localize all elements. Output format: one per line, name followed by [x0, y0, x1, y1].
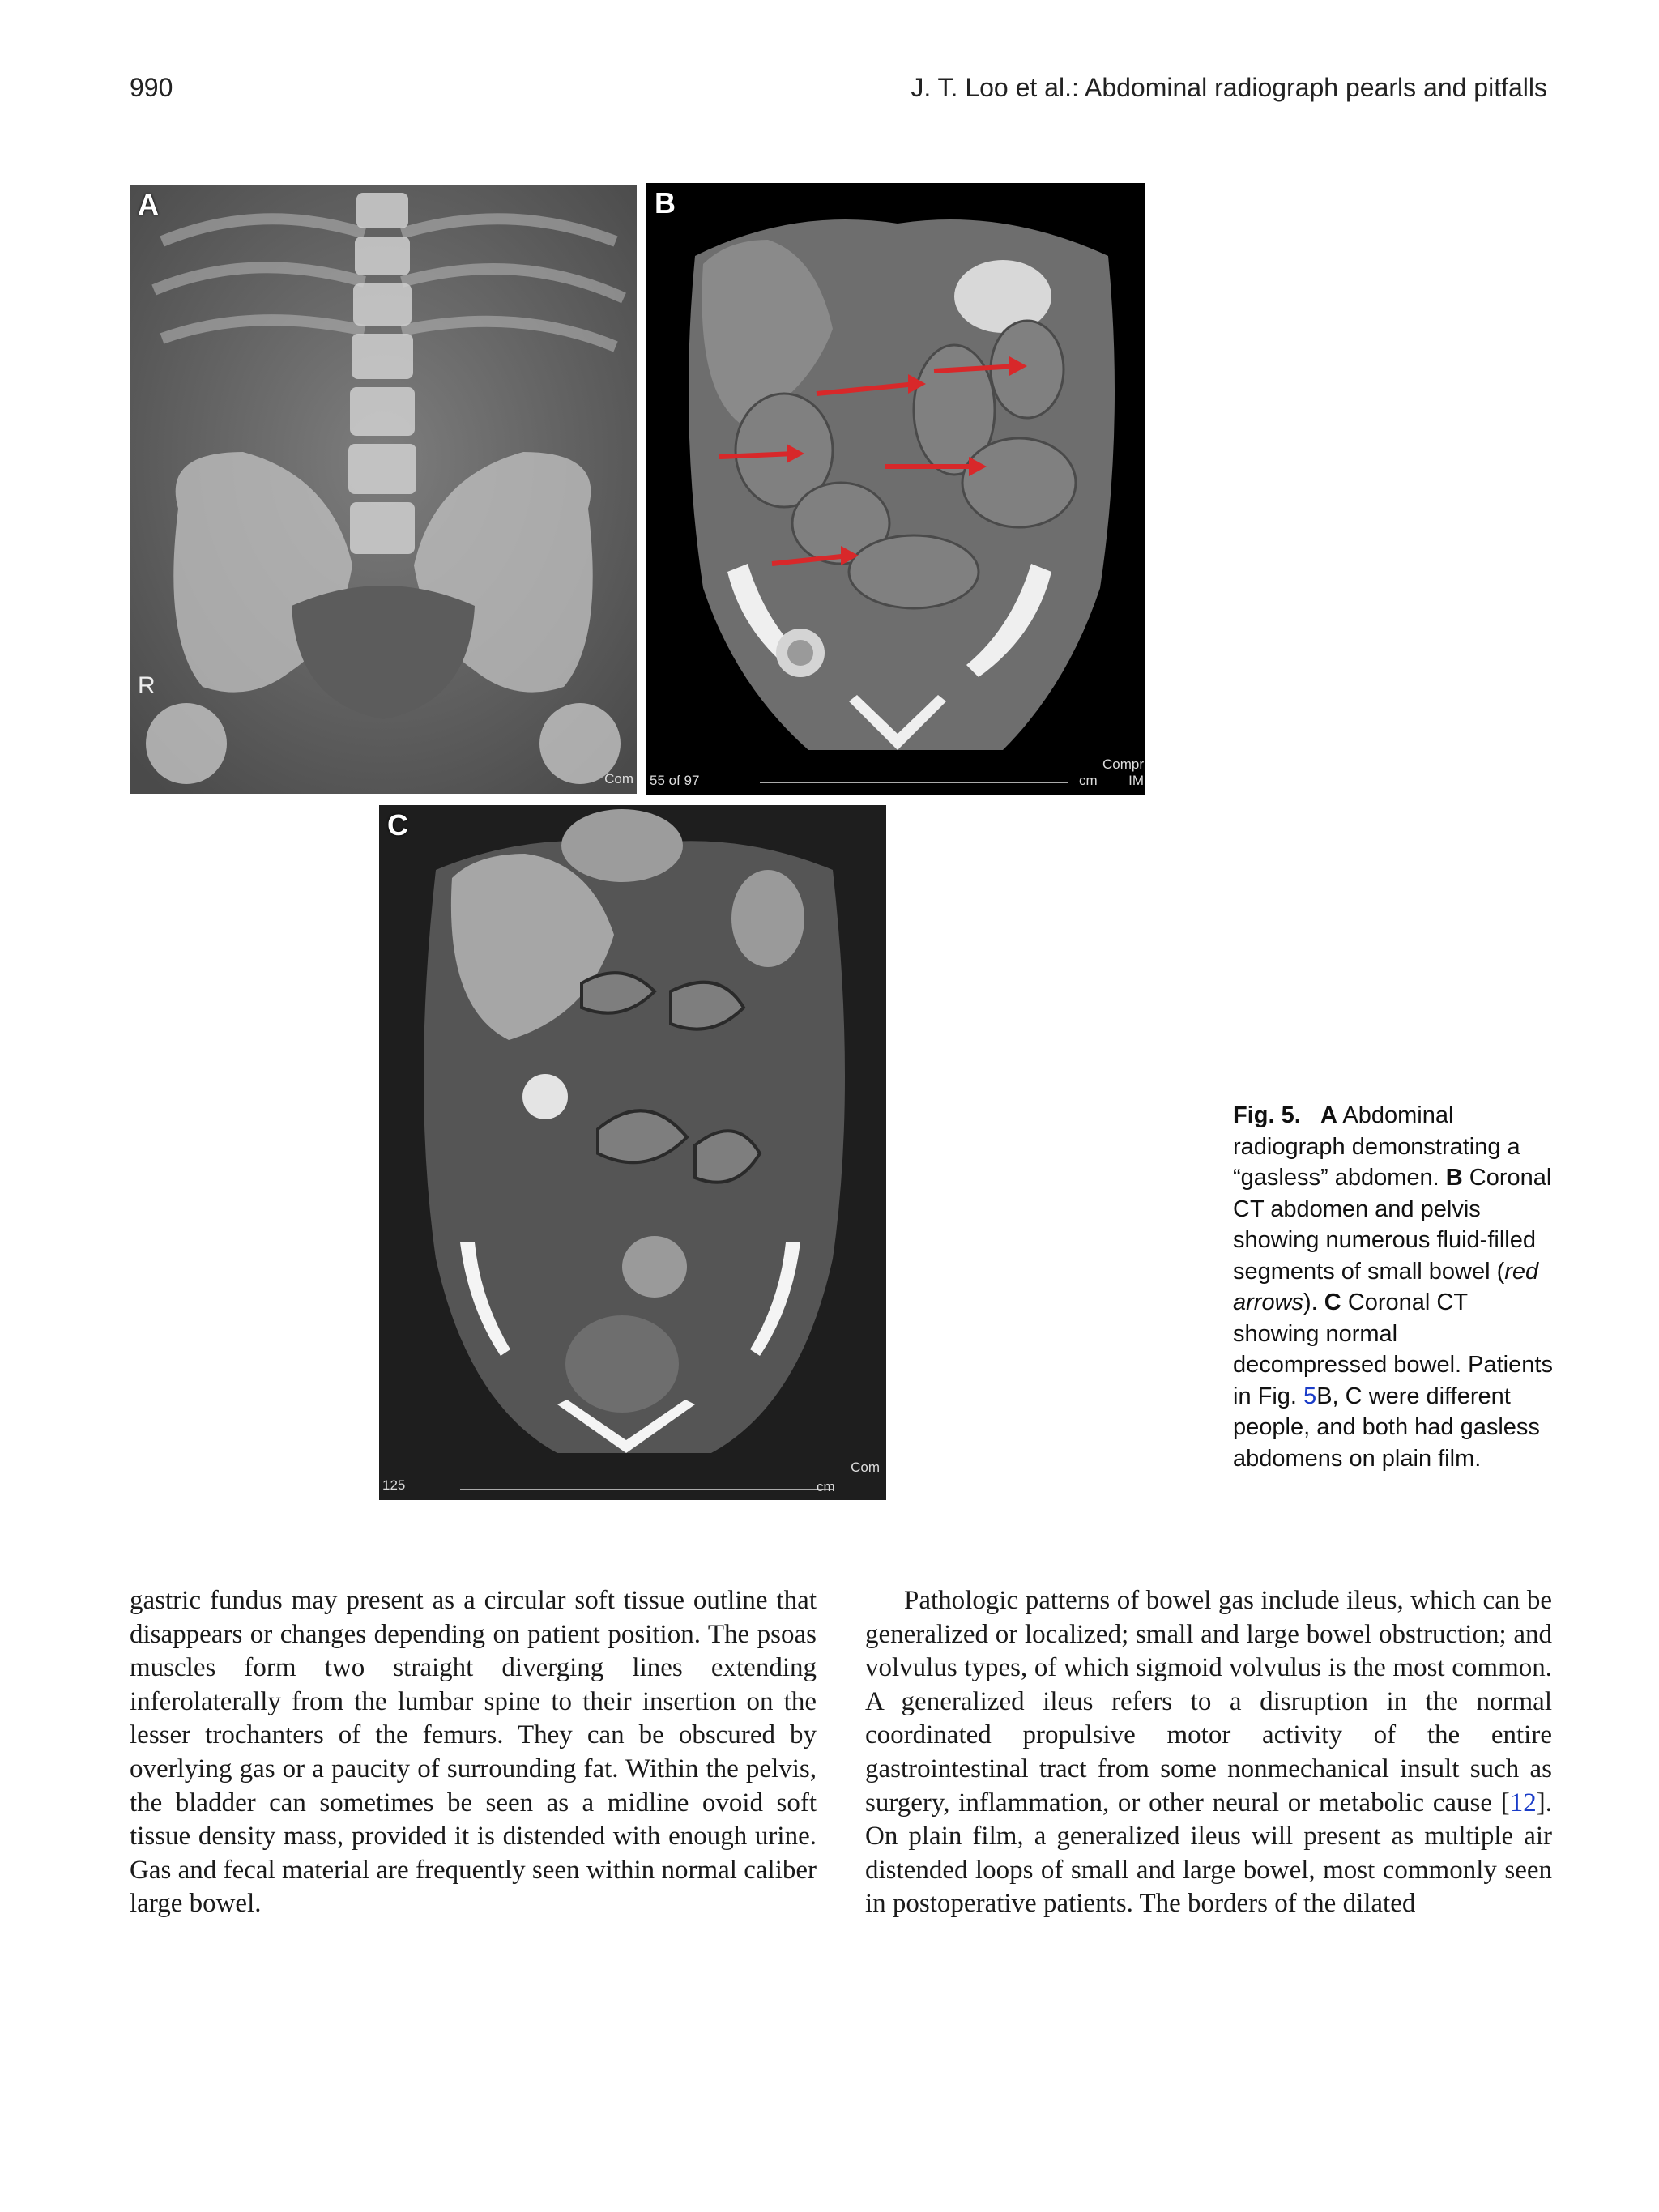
body-paragraph-right — [865, 1584, 1552, 1921]
figure-panel-b-coronal-ct — [646, 183, 1145, 795]
panel-label-c: C — [387, 808, 408, 842]
caption-letter-a: A — [1320, 1102, 1337, 1128]
caption-text-c-post: B, C were different people, and both had gasless abdomens on plain film. — [1233, 1383, 1540, 1472]
figure-panel-a-radiograph — [130, 185, 637, 794]
caption-text-a: Abdominal radiograph demonstrating a “gasless” abdomen. — [1233, 1102, 1520, 1191]
caption-figure-reference-link[interactable]: 5 — [1303, 1383, 1317, 1409]
figure-caption — [1233, 1100, 1557, 1474]
ct-image-b — [646, 183, 1145, 795]
panel-b-slice-text: 55 of 97 — [650, 773, 700, 788]
body-paragraph-left: gastric fundus may present as a circular soft tissue outline that disappears or changes depending on patient position. The psoas muscles form two straight diverging lines extending inferolaterally from the lumbar spine to their insertion on the lesser trochanters of the femurs. They can be obscured by overlying gas or a paucity of surrounding fat. Within the pelvis, the bladder can sometimes be seen as a midline ovoid soft tissue density mass, provided it is distended with enough urine. Gas and fecal material are frequently seen within normal caliber large bowel. — [130, 1586, 817, 1919]
panel-label-b: B — [655, 186, 676, 219]
caption-text-b-pre: Coronal CT abdomen and pelvis showing numerous fluid-filled segments of small bowel ( — [1233, 1165, 1552, 1285]
panel-a-corner-text: Com — [604, 771, 633, 786]
caption-letter-b: B — [1445, 1165, 1463, 1191]
body-right-text-pre: Pathologic patterns of bowel gas include ileus, which can be generalized or localized; small and large bowel obstruction; and volvulus types, of which sigmoid volvulus is the most common. A generalized ileus refers to a disruption in the normal coordinated propulsive motor activity of the entire gastrointestinal tract from some nonmechanical insult such as surgery, inflammation, or other neural or metabolic cause [ — [865, 1586, 1552, 1818]
page-number: 990 — [130, 73, 173, 102]
radiograph-image — [130, 185, 637, 794]
panel-c-scale-text: cm — [817, 1479, 835, 1494]
panel-c-corner-text: Com — [851, 1460, 880, 1475]
citation-link-12[interactable]: 12 — [1509, 1788, 1537, 1818]
panel-label-a: A — [138, 188, 159, 221]
body-column-left — [130, 1584, 817, 1921]
running-title: J. T. Loo et al.: Abdominal radiograph pearls and pitfalls — [911, 73, 1547, 102]
red-arrow-3 — [719, 454, 795, 457]
ct-image-c — [379, 805, 886, 1500]
caption-text-b-post: ). — [1303, 1289, 1318, 1315]
body-column-right — [865, 1584, 1552, 1921]
caption-letter-c: C — [1324, 1289, 1341, 1315]
body-right-text-post: ]. On plain film, a generalized ileus will present as multiple air distended loops of small and large bowel, most commonly seen in postoperative patients. The borders of the dilated — [865, 1788, 1552, 1919]
side-marker-right: R — [138, 672, 156, 699]
caption-text-b-italic: red arrows — [1233, 1258, 1539, 1315]
panel-c-slice-text: 125 — [382, 1477, 406, 1493]
panel-b-corner-text: Compr IM — [1102, 757, 1144, 788]
caption-text-c: Coronal CT showing normal decompressed bowel. Patients in Fig. — [1233, 1289, 1553, 1409]
running-header — [130, 73, 1547, 113]
figure-panel-c-coronal-ct — [379, 805, 886, 1500]
caption-fig-label: Fig. 5. — [1233, 1102, 1301, 1128]
panel-b-scale-text: cm — [1079, 773, 1098, 788]
